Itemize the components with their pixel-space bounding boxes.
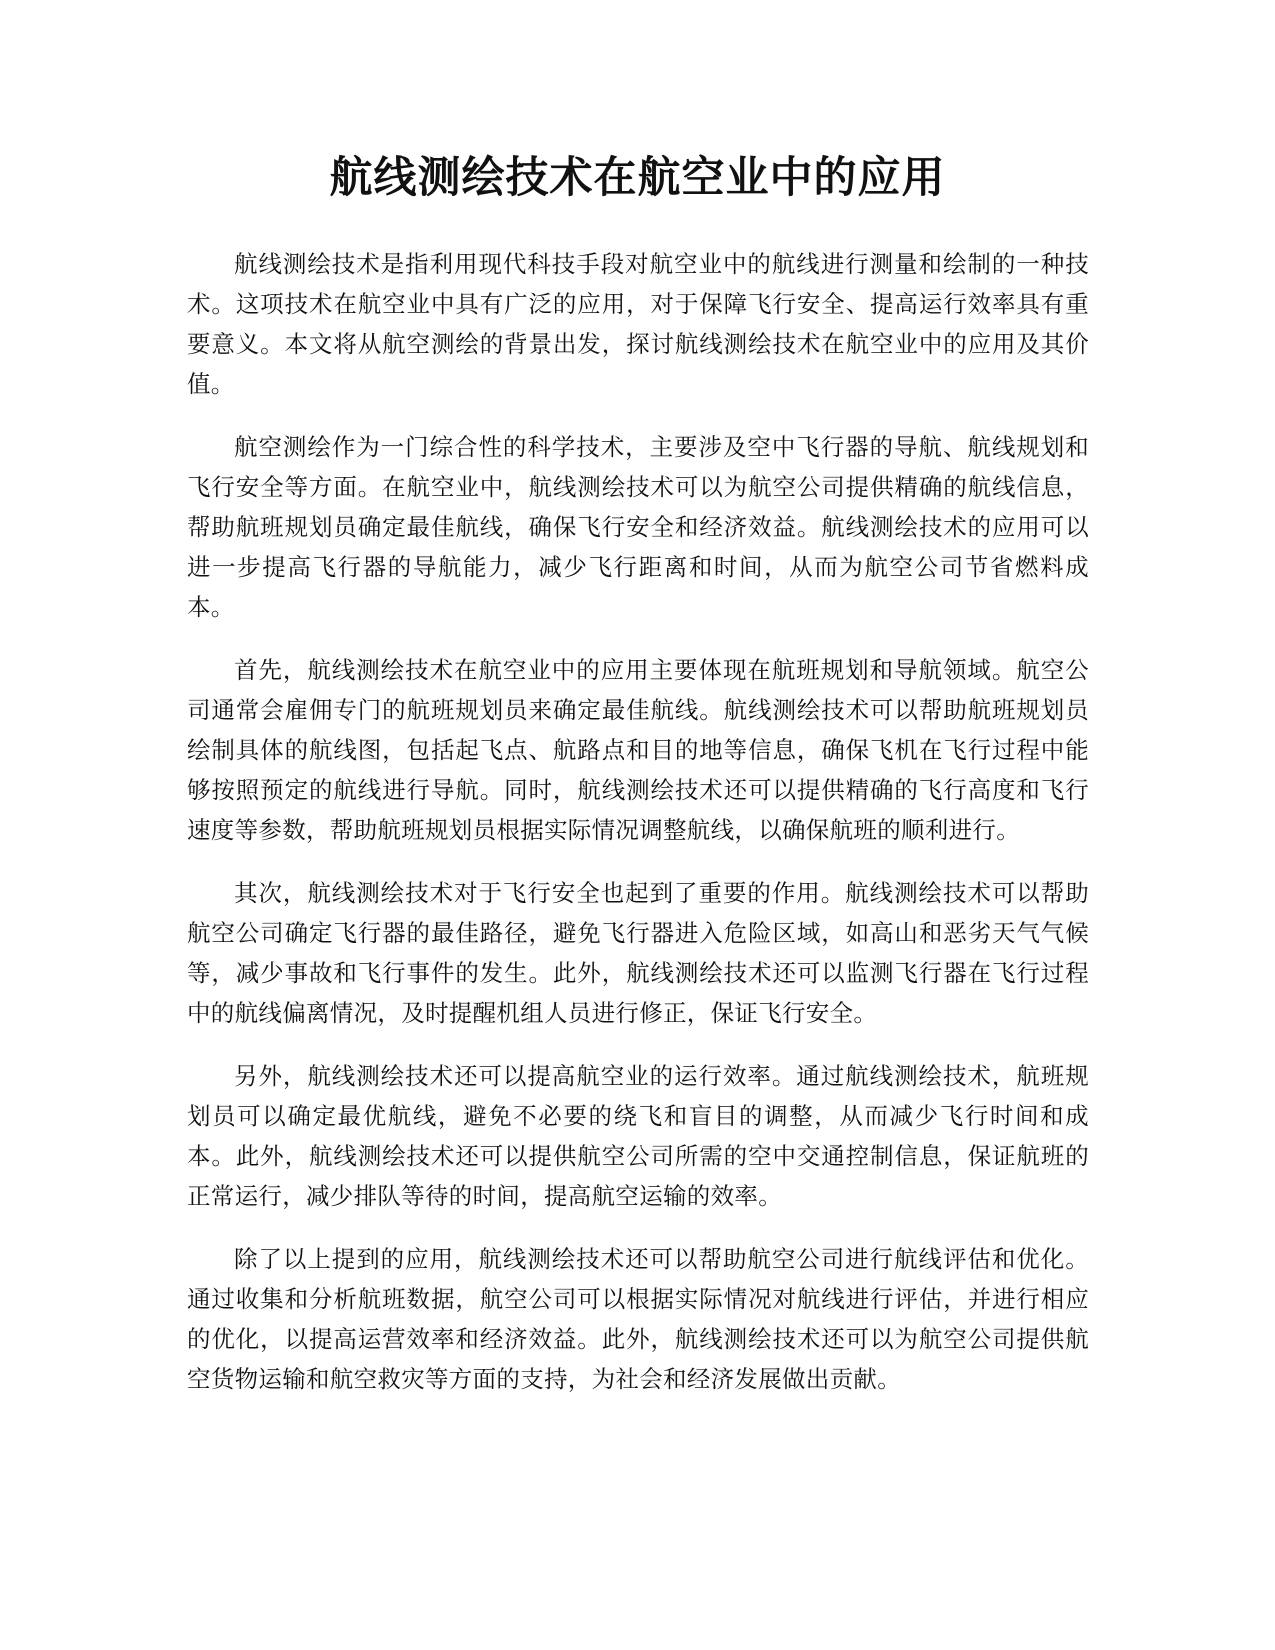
paragraph-5: 另外，航线测绘技术还可以提高航空业的运行效率。通过航线测绘技术，航班规划员可以确定最优航线，避免不必要的绕飞和盲目的调整，从而减少飞行时间和成本。此外，航线测绘技术还可以提供航空公司所需的空中交通控制信息，保证航班的正常运行，减少排队等待的时间，提高航空运输的效率。 xyxy=(187,1062,1089,1210)
document-title: 航线测绘技术在航空业中的应用 xyxy=(329,153,946,203)
paragraph-2: 航空测绘作为一门综合性的科学技术，主要涉及空中飞行器的导航、航线规划和飞行安全等方面。在航空业中，航线测绘技术可以为航空公司提供精确的航线信息，帮助航班规划员确定最佳航线，确保飞行安全和经济效益。航线测绘技术的应用可以进一步提高飞行器的导航能力，减少飞行距离和时间，从而为航空公司节省燃料成本。 xyxy=(187,433,1089,621)
document-body xyxy=(187,244,1089,1422)
paragraph-4: 其次，航线测绘技术对于飞行安全也起到了重要的作用。航线测绘技术可以帮助航空公司确定飞行器的最佳路径，避免飞行器进入危险区域，如高山和恶劣天气气候等，减少事故和飞行事件的发生。此外，航线测绘技术还可以监测飞行器在飞行过程中的航线偏离情况，及时提醒机组人员进行修正，保证飞行安全。 xyxy=(187,879,1089,1027)
paragraph-6: 除了以上提到的应用，航线测绘技术还可以帮助航空公司进行航线评估和优化。通过收集和分析航班数据，航空公司可以根据实际情况对航线进行评估，并进行相应的优化，以提高运营效率和经济效益。此外，航线测绘技术还可以为航空公司提供航空货物运输和航空救灾等方面的支持，为社会和经济发展做出贡献。 xyxy=(187,1245,1089,1393)
paragraph-1: 航线测绘技术是指利用现代科技手段对航空业中的航线进行测量和绘制的一种技术。这项技术在航空业中具有广泛的应用，对于保障飞行安全、提高运行效率具有重要意义。本文将从航空测绘的背景出发，探讨航线测绘技术在航空业中的应用及其价值。 xyxy=(187,250,1089,398)
paragraph-3: 首先，航线测绘技术在航空业中的应用主要体现在航班规划和导航领域。航空公司通常会雇佣专门的航班规划员来确定最佳航线。航线测绘技术可以帮助航班规划员绘制具体的航线图，包括起飞点、航路点和目的地等信息，确保飞机在飞行过程中能够按照预定的航线进行导航。同时，航线测绘技术还可以提供精确的飞行高度和飞行速度等参数，帮助航班规划员根据实际情况调整航线，以确保航班的顺利进行。 xyxy=(187,656,1089,844)
